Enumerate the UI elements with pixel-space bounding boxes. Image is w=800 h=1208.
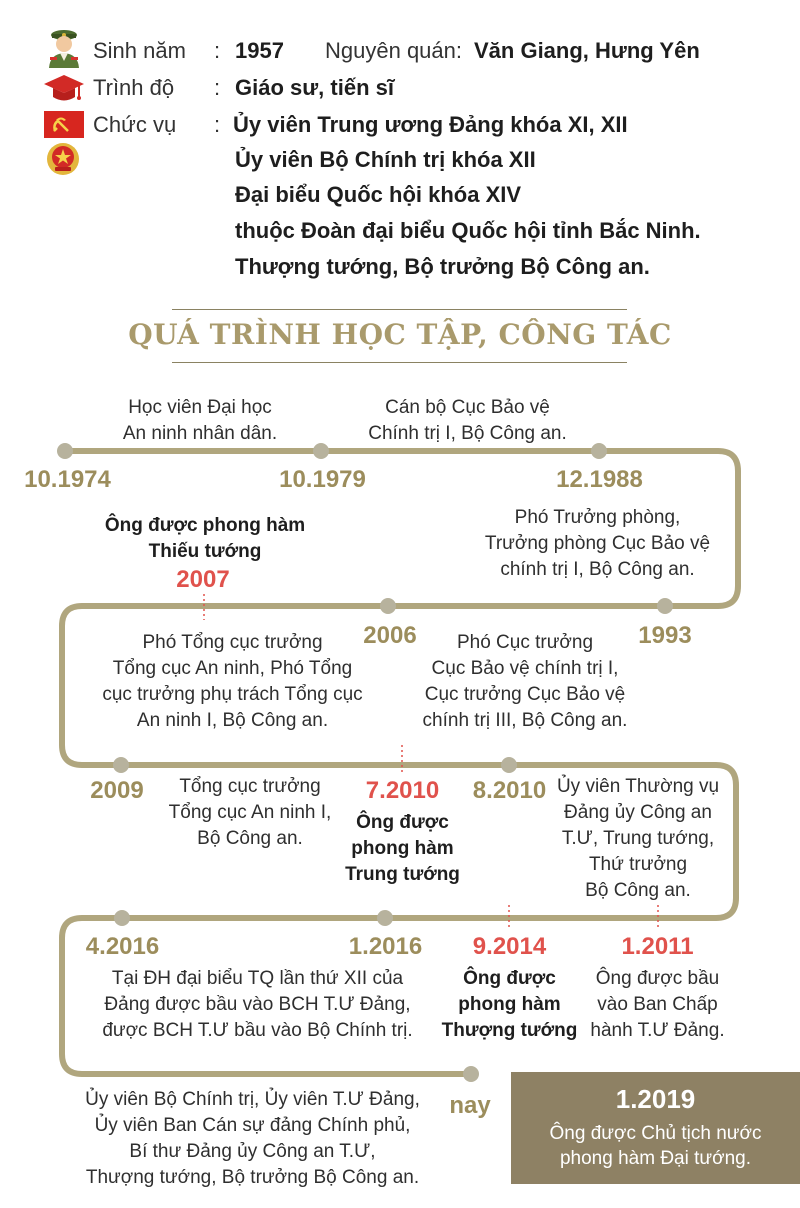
entry-10-1979-text	[340, 395, 595, 447]
position-line-3: Đại biểu Quốc hội khóa XIV	[235, 182, 522, 207]
entry-line: An ninh nhân dân.	[122, 423, 278, 444]
entry-line: chính trị III, Bộ Công an.	[422, 710, 628, 731]
entry-4-2016-text	[85, 966, 430, 1044]
dot-1-2016	[377, 910, 393, 926]
entry-2009-text	[150, 774, 350, 852]
entry-line: phong hàm	[351, 838, 454, 859]
position-line-2: Ủy viên Bộ Chính trị khóa XII	[235, 147, 536, 172]
entry-line: phong hàm	[458, 994, 561, 1015]
entry-line: T.Ư, Trung tướng,	[561, 828, 715, 849]
entry-line: Phó Trưởng phòng,	[514, 507, 681, 528]
year-2007: 2007	[176, 566, 230, 593]
entry-line: phong hàm Đại tướng.	[559, 1148, 751, 1169]
year-10-1974: 10.1974	[24, 466, 111, 493]
year-9-2014: 9.2014	[472, 933, 547, 960]
dot-now	[463, 1066, 479, 1082]
entry-1-2019-text	[511, 1121, 800, 1171]
entry-line: Bí thư Đảng ủy Công an T.Ư,	[129, 1141, 376, 1162]
entry-line: Phó Cục trưởng	[456, 632, 594, 653]
entry-2007-text	[90, 513, 320, 565]
position-line-4: thuộc Đoàn đại biểu Quốc hội tỉnh Bắc Ninh.	[235, 218, 701, 243]
year-2006: 2006	[363, 622, 417, 649]
entry-line: Trưởng phòng Cục Bảo vệ	[484, 533, 711, 554]
entry-8-2010-text	[548, 774, 728, 904]
entry-line: Ông được phong hàm	[104, 515, 306, 536]
dot-1993	[657, 598, 673, 614]
entry-line: Thiếu tướng	[148, 541, 262, 562]
entry-line: Tại ĐH đại biểu TQ lần thứ XII của	[111, 968, 404, 989]
entry-line: Tổng cục An ninh I,	[168, 802, 332, 823]
entry-12-1988-text	[460, 505, 735, 583]
entry-line: cục trưởng phụ trách Tổng cục	[102, 684, 363, 705]
entry-line: Chính trị I, Bộ Công an.	[368, 423, 567, 444]
year-1-2019: 1.2019	[615, 1084, 696, 1114]
year-10-1979: 10.1979	[279, 466, 366, 493]
position-line-1: Ủy viên Trung ương Đảng khóa XI, XII	[233, 112, 628, 137]
year-2009: 2009	[90, 777, 144, 804]
entry-line: vào Ban Chấp	[597, 994, 718, 1015]
birth-value: 1957	[235, 38, 284, 63]
entry-line: Thứ trưởng	[588, 854, 688, 875]
entry-line: chính trị I, Bộ Công an.	[500, 559, 695, 580]
position-label: Chức vụ	[93, 112, 177, 137]
year-1-2011: 1.2011	[621, 933, 694, 960]
entry-line: Bộ Công an.	[585, 880, 691, 901]
dot-2009	[113, 757, 129, 773]
promotion-2019-box	[511, 1072, 800, 1184]
origin-value: Văn Giang, Hưng Yên	[474, 38, 700, 63]
education-value: Giáo sư, tiến sĩ	[235, 75, 394, 100]
dot-4-2016	[114, 910, 130, 926]
entry-line: Cán bộ Cục Bảo vệ	[385, 397, 550, 418]
entry-line: Ủy viên Thường vụ	[556, 776, 720, 797]
entry-line: Cục trưởng Cục Bảo vệ	[424, 684, 626, 705]
entry-line: Phó Tổng cục trưởng	[142, 632, 323, 653]
position-line-5: Thượng tướng, Bộ trưởng Bộ Công an.	[235, 254, 650, 279]
dot-10-1974	[57, 443, 73, 459]
education-colon: :	[214, 75, 221, 100]
entry-now-text	[70, 1087, 435, 1191]
year-12-1988: 12.1988	[556, 466, 643, 493]
year-now: nay	[449, 1092, 491, 1119]
entry-line: Ông được bầu	[595, 968, 720, 989]
dot-2006	[380, 598, 396, 614]
entry-line: Cục Bảo vệ chính trị I,	[431, 658, 619, 679]
entry-line: Thượng tướng, Bộ trưởng Bộ Công an.	[85, 1167, 420, 1188]
entry-line: Đảng ủy Công an	[564, 802, 712, 823]
year-8-2010: 8.2010	[472, 777, 547, 804]
entry-line: Học viên Đại học	[128, 397, 272, 418]
entry-line: hành T.Ư Đảng.	[590, 1020, 725, 1041]
entry-line: Ông được Chủ tịch nước	[549, 1123, 762, 1144]
entry-line: Thượng tướng	[441, 1020, 578, 1041]
entry-2006-text	[80, 630, 385, 734]
section-title: QUÁ TRÌNH HỌC TẬP, CÔNG TÁC	[128, 318, 672, 351]
entry-9-2014-text	[432, 966, 587, 1044]
year-1-2016: 1.2016	[348, 933, 423, 960]
education-label: Trình độ	[93, 75, 175, 100]
origin-label: Nguyên quán:	[325, 38, 462, 63]
entry-line: Ông được	[463, 968, 556, 989]
entry-line: Trung tướng	[345, 864, 460, 885]
entry-7-2010-text	[325, 810, 480, 888]
entry-line: Bộ Công an.	[197, 828, 303, 849]
entry-line: Ủy viên Ban Cán sự đảng Chính phủ,	[94, 1115, 411, 1136]
birth-label: Sinh năm	[93, 38, 186, 63]
entry-line: Tổng cục An ninh, Phó Tổng	[112, 658, 353, 679]
entry-line: Ủy viên Bộ Chính trị, Ủy viên T.Ư Đảng,	[85, 1089, 420, 1110]
year-1993: 1993	[638, 622, 692, 649]
entry-line: được BCH T.Ư bầu vào Bộ Chính trị.	[102, 1020, 413, 1041]
year-7-2010: 7.2010	[365, 777, 440, 804]
entry-line: Tổng cục trưởng	[179, 776, 321, 797]
dot-10-1979	[313, 443, 329, 459]
position-colon: :	[214, 112, 221, 137]
entry-line: An ninh I, Bộ Công an.	[136, 710, 329, 731]
dot-8-2010	[501, 757, 517, 773]
entry-line: Đảng được bầu vào BCH T.Ư Đảng,	[104, 994, 411, 1015]
entry-line: Ông được	[356, 812, 449, 833]
birth-colon: :	[214, 38, 221, 63]
entry-1-2011-text	[580, 966, 735, 1044]
entry-10-1974-text	[90, 395, 310, 447]
year-4-2016: 4.2016	[85, 933, 160, 960]
